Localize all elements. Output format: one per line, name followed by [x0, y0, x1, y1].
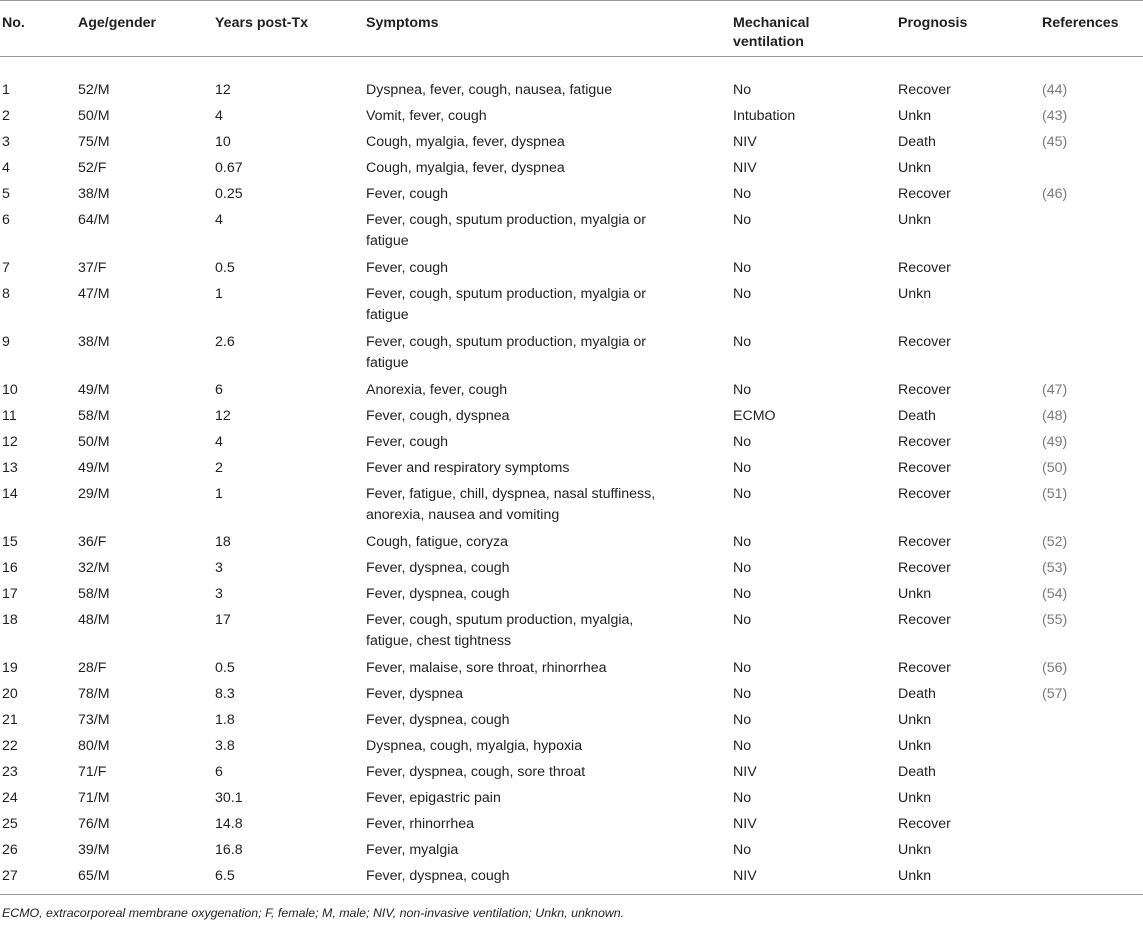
cell-prognosis: Recover	[898, 486, 951, 502]
cell-symptoms	[364, 555, 731, 581]
reference-link[interactable]: (51)	[1042, 486, 1068, 502]
cell-symptoms	[364, 607, 731, 655]
cell-age-gender: 37/F	[78, 260, 107, 276]
cell-mechanical-ventilation: No	[733, 842, 752, 858]
reference-link[interactable]: (44)	[1042, 82, 1068, 98]
table-row	[0, 57, 1143, 104]
table-row	[0, 255, 1143, 281]
symptoms-line1: Fever, myalgia	[366, 842, 459, 858]
symptoms-line1: Fever, cough, sputum production, myalgia,	[366, 612, 634, 628]
cell-years-post-tx: 16.8	[215, 842, 243, 858]
table-row	[0, 207, 1143, 255]
table-row	[0, 681, 1143, 707]
table-row	[0, 555, 1143, 581]
cell-mechanical-ventilation: No	[733, 434, 752, 450]
cell-no: 4	[2, 160, 10, 176]
reference-link[interactable]: (54)	[1042, 586, 1068, 602]
cell-age-gender: 75/M	[78, 134, 110, 150]
cell-mechanical-ventilation: No	[733, 334, 752, 350]
table-footnote: ECMO, extracorporeal membrane oxygenation; F, female; M, male; NIV, non-invasive ventilation; Unkn, unknown.	[2, 906, 625, 920]
cell-references	[1040, 837, 1143, 863]
table-row	[0, 837, 1143, 863]
table-row	[0, 581, 1143, 607]
cell-no: 15	[2, 534, 18, 550]
cell-no: 22	[2, 738, 18, 754]
symptoms-line1: Fever, cough	[366, 260, 449, 276]
cell-years-post-tx: 12	[215, 82, 231, 98]
table-row	[0, 707, 1143, 733]
cell-prognosis: Unkn	[898, 212, 932, 228]
cell-symptoms	[364, 329, 731, 377]
cell-symptoms	[364, 255, 731, 281]
symptoms-line1: Fever, cough	[366, 434, 449, 450]
cell-references	[1040, 155, 1143, 181]
cell-years-post-tx: 1	[215, 486, 223, 502]
reference-link[interactable]: (57)	[1042, 686, 1068, 702]
cell-prognosis: Recover	[898, 612, 951, 628]
table-row	[0, 155, 1143, 181]
cell-references	[1040, 181, 1143, 207]
cell-years-post-tx: 1.8	[215, 712, 235, 728]
symptoms-line2: fatigue	[366, 307, 409, 323]
symptoms-line1: Cough, fatigue, coryza	[366, 534, 508, 550]
cell-prognosis: Death	[898, 686, 936, 702]
cell-references	[1040, 811, 1143, 837]
cell-symptoms	[364, 403, 731, 429]
cell-symptoms	[364, 837, 731, 863]
cell-no: 17	[2, 586, 18, 602]
cell-prognosis: Recover	[898, 82, 951, 98]
cell-no: 16	[2, 560, 18, 576]
cell-prognosis: Recover	[898, 560, 951, 576]
symptoms-line1: Fever, epigastric pain	[366, 790, 501, 806]
header-years-post-tx: Years post-Tx	[213, 1, 364, 57]
cell-age-gender: 80/M	[78, 738, 110, 754]
cell-symptoms	[364, 281, 731, 329]
table-row	[0, 455, 1143, 481]
symptoms-line1: Fever, fatigue, chill, dyspnea, nasal stuffiness,	[366, 486, 656, 502]
cell-symptoms	[364, 581, 731, 607]
cell-no: 3	[2, 134, 10, 150]
symptoms-line1: Vomit, fever, cough	[366, 108, 487, 124]
cell-prognosis: Unkn	[898, 868, 932, 884]
reference-link[interactable]: (46)	[1042, 186, 1068, 202]
table-row	[0, 733, 1143, 759]
table-row	[0, 103, 1143, 129]
cell-references	[1040, 655, 1143, 681]
symptoms-line1: Fever, cough	[366, 186, 449, 202]
symptoms-line1: Fever, malaise, sore throat, rhinorrhea	[366, 660, 607, 676]
cell-mechanical-ventilation: No	[733, 712, 752, 728]
symptoms-line1: Fever and respiratory symptoms	[366, 460, 570, 476]
cell-age-gender: 39/M	[78, 842, 110, 858]
cell-references	[1040, 785, 1143, 811]
symptoms-line1: Fever, dyspnea, cough	[366, 560, 510, 576]
table-row	[0, 281, 1143, 329]
cell-no: 21	[2, 712, 18, 728]
cell-symptoms	[364, 455, 731, 481]
header-prognosis: Prognosis	[896, 1, 1040, 57]
cell-prognosis: Death	[898, 764, 936, 780]
cell-years-post-tx: 0.25	[215, 186, 243, 202]
cell-no: 13	[2, 460, 18, 476]
cell-references	[1040, 129, 1143, 155]
header-references: References	[1040, 1, 1143, 57]
cell-symptoms	[364, 759, 731, 785]
cell-references	[1040, 481, 1143, 529]
cell-symptoms	[364, 733, 731, 759]
cell-no: 14	[2, 486, 18, 502]
cell-mechanical-ventilation: No	[733, 586, 752, 602]
cell-prognosis: Unkn	[898, 712, 932, 728]
cell-prognosis: Recover	[898, 382, 951, 398]
cell-mechanical-ventilation: No	[733, 790, 752, 806]
symptoms-line1: Fever, dyspnea	[366, 686, 464, 702]
table-body	[0, 57, 1143, 895]
reference-link[interactable]: (55)	[1042, 612, 1068, 628]
cell-references	[1040, 207, 1143, 255]
cell-prognosis: Unkn	[898, 108, 932, 124]
table-header	[0, 1, 1143, 57]
cell-years-post-tx: 2.6	[215, 334, 235, 350]
cell-mechanical-ventilation: No	[733, 382, 752, 398]
cell-age-gender: 52/F	[78, 160, 107, 176]
cell-mechanical-ventilation: NIV	[733, 868, 757, 884]
cell-mechanical-ventilation: NIV	[733, 816, 757, 832]
cell-years-post-tx: 18	[215, 534, 231, 550]
cell-years-post-tx: 1	[215, 286, 223, 302]
cell-mechanical-ventilation: No	[733, 186, 752, 202]
cell-age-gender: 52/M	[78, 82, 110, 98]
symptoms-line2: anorexia, nausea and vomiting	[366, 507, 560, 523]
cell-no: 9	[2, 334, 10, 350]
cell-prognosis: Unkn	[898, 790, 932, 806]
cell-references	[1040, 403, 1143, 429]
cell-no: 11	[2, 408, 17, 424]
cell-no: 1	[2, 82, 10, 98]
cell-age-gender: 38/M	[78, 186, 110, 202]
cell-symptoms	[364, 181, 731, 207]
cell-age-gender: 48/M	[78, 612, 110, 628]
table-row	[0, 655, 1143, 681]
cell-prognosis: Unkn	[898, 586, 932, 602]
cell-references	[1040, 57, 1143, 104]
reference-link[interactable]: (49)	[1042, 434, 1068, 450]
cell-no: 20	[2, 686, 18, 702]
cell-prognosis: Unkn	[898, 738, 932, 754]
symptoms-line1: Fever, rhinorrhea	[366, 816, 475, 832]
cell-years-post-tx: 4	[215, 434, 223, 450]
cell-age-gender: 32/M	[78, 560, 110, 576]
cell-symptoms	[364, 207, 731, 255]
symptoms-line1: Fever, cough, dyspnea	[366, 408, 510, 424]
cell-references	[1040, 103, 1143, 129]
table-row	[0, 403, 1143, 429]
cell-years-post-tx: 4	[215, 212, 223, 228]
cell-references	[1040, 377, 1143, 403]
cell-prognosis: Recover	[898, 260, 951, 276]
cell-years-post-tx: 6.5	[215, 868, 235, 884]
symptoms-line1: Fever, dyspnea, cough, sore throat	[366, 764, 586, 780]
reference-link[interactable]: (47)	[1042, 382, 1068, 398]
symptoms-line1: Fever, cough, sputum production, myalgia or	[366, 286, 646, 302]
cell-mechanical-ventilation: No	[733, 212, 752, 228]
cell-age-gender: 36/F	[78, 534, 107, 550]
cell-no: 5	[2, 186, 10, 202]
cell-years-post-tx: 10	[215, 134, 231, 150]
header-mech-line2: ventilation	[733, 34, 804, 50]
cell-prognosis: Unkn	[898, 286, 932, 302]
cell-no: 8	[2, 286, 10, 302]
reference-link[interactable]: (56)	[1042, 660, 1068, 676]
table-row	[0, 863, 1143, 895]
cell-symptoms	[364, 57, 731, 104]
table-row	[0, 377, 1143, 403]
cell-symptoms	[364, 655, 731, 681]
cell-symptoms	[364, 811, 731, 837]
cell-prognosis: Recover	[898, 334, 951, 350]
cell-years-post-tx: 12	[215, 408, 231, 424]
reference-link[interactable]: (52)	[1042, 534, 1068, 550]
cell-prognosis: Unkn	[898, 160, 932, 176]
symptoms-line1: Fever, cough, sputum production, myalgia or	[366, 334, 646, 350]
cell-no: 25	[2, 816, 18, 832]
symptoms-line1: Fever, dyspnea, cough	[366, 868, 510, 884]
header-no: No.	[0, 1, 76, 57]
table-row	[0, 329, 1143, 377]
cell-age-gender: 73/M	[78, 712, 110, 728]
cell-mechanical-ventilation: No	[733, 260, 752, 276]
cell-symptoms	[364, 481, 731, 529]
cell-age-gender: 49/M	[78, 460, 110, 476]
reference-link[interactable]: (48)	[1042, 408, 1068, 424]
cell-prognosis: Death	[898, 134, 936, 150]
cell-prognosis: Recover	[898, 816, 951, 832]
reference-link[interactable]: (43)	[1042, 108, 1068, 124]
cell-no: 27	[2, 868, 18, 884]
cell-references	[1040, 681, 1143, 707]
cell-mechanical-ventilation: NIV	[733, 764, 757, 780]
cell-age-gender: 49/M	[78, 382, 110, 398]
cell-references	[1040, 281, 1143, 329]
cell-references	[1040, 733, 1143, 759]
cell-age-gender: 47/M	[78, 286, 110, 302]
header-mechanical-ventilation	[731, 1, 896, 57]
cell-age-gender: 29/M	[78, 486, 110, 502]
cell-mechanical-ventilation: NIV	[733, 160, 757, 176]
cell-references	[1040, 429, 1143, 455]
cell-no: 24	[2, 790, 18, 806]
symptoms-line1: Dyspnea, fever, cough, nausea, fatigue	[366, 82, 613, 98]
header-symptoms: Symptoms	[364, 1, 731, 57]
cell-years-post-tx: 0.5	[215, 260, 235, 276]
cell-mechanical-ventilation: No	[733, 738, 752, 754]
cell-years-post-tx: 0.5	[215, 660, 235, 676]
cell-prognosis: Unkn	[898, 842, 932, 858]
cell-references	[1040, 329, 1143, 377]
cell-mechanical-ventilation: No	[733, 686, 752, 702]
cell-references	[1040, 455, 1143, 481]
cell-symptoms	[364, 429, 731, 455]
cell-prognosis: Death	[898, 408, 936, 424]
cell-symptoms	[364, 707, 731, 733]
symptoms-line1: Anorexia, fever, cough	[366, 382, 508, 398]
cell-prognosis: Recover	[898, 660, 951, 676]
cell-years-post-tx: 0.67	[215, 160, 243, 176]
cell-no: 18	[2, 612, 18, 628]
cell-symptoms	[364, 377, 731, 403]
table-row	[0, 481, 1143, 529]
table-row	[0, 129, 1143, 155]
table-row	[0, 181, 1143, 207]
cell-no: 6	[2, 212, 10, 228]
cell-age-gender: 71/M	[78, 790, 110, 806]
symptoms-line1: Fever, dyspnea, cough	[366, 586, 510, 602]
symptoms-line1: Fever, cough, sputum production, myalgia or	[366, 212, 646, 228]
cell-references	[1040, 255, 1143, 281]
cell-symptoms	[364, 681, 731, 707]
cell-symptoms	[364, 863, 731, 895]
table-row	[0, 607, 1143, 655]
cell-no: 23	[2, 764, 18, 780]
cell-mechanical-ventilation: No	[733, 612, 752, 628]
cell-age-gender: 78/M	[78, 686, 110, 702]
cell-years-post-tx: 3.8	[215, 738, 235, 754]
cell-mechanical-ventilation: Intubation	[733, 108, 796, 124]
cell-symptoms	[364, 529, 731, 555]
cell-references	[1040, 759, 1143, 785]
cell-mechanical-ventilation: No	[733, 286, 752, 302]
cell-years-post-tx: 17	[215, 612, 231, 628]
cell-years-post-tx: 14.8	[215, 816, 243, 832]
cell-no: 12	[2, 434, 18, 450]
cell-mechanical-ventilation: No	[733, 82, 752, 98]
reference-link[interactable]: (53)	[1042, 560, 1068, 576]
cell-mechanical-ventilation: No	[733, 660, 752, 676]
cell-symptoms	[364, 103, 731, 129]
cell-prognosis: Recover	[898, 434, 951, 450]
cell-mechanical-ventilation: No	[733, 534, 752, 550]
cell-no: 19	[2, 660, 18, 676]
cell-symptoms	[364, 155, 731, 181]
header-mech-line1: Mechanical	[733, 15, 810, 31]
header-age-gender: Age/gender	[76, 1, 213, 57]
symptoms-line1: Cough, myalgia, fever, dyspnea	[366, 134, 565, 150]
cell-mechanical-ventilation: No	[733, 560, 752, 576]
cell-years-post-tx: 8.3	[215, 686, 235, 702]
cell-symptoms	[364, 129, 731, 155]
cell-prognosis: Recover	[898, 186, 951, 202]
table-row	[0, 429, 1143, 455]
symptoms-line1: Cough, myalgia, fever, dyspnea	[366, 160, 565, 176]
cell-age-gender: 58/M	[78, 408, 110, 424]
symptoms-line1: Dyspnea, cough, myalgia, hypoxia	[366, 738, 583, 754]
table-row	[0, 811, 1143, 837]
cell-years-post-tx: 2	[215, 460, 223, 476]
cell-references	[1040, 607, 1143, 655]
cell-age-gender: 71/F	[78, 764, 107, 780]
cell-references	[1040, 581, 1143, 607]
cell-prognosis: Recover	[898, 534, 951, 550]
cell-age-gender: 38/M	[78, 334, 110, 350]
cell-references	[1040, 555, 1143, 581]
header-row	[0, 1, 1143, 57]
cell-years-post-tx: 6	[215, 764, 223, 780]
symptoms-line2: fatigue, chest tightness	[366, 633, 512, 649]
cell-years-post-tx: 6	[215, 382, 223, 398]
cell-years-post-tx: 3	[215, 586, 223, 602]
cell-years-post-tx: 30.1	[215, 790, 243, 806]
cell-prognosis: Recover	[898, 460, 951, 476]
cell-no: 10	[2, 382, 18, 398]
cell-years-post-tx: 4	[215, 108, 223, 124]
symptoms-line1: Fever, dyspnea, cough	[366, 712, 510, 728]
table-row	[0, 759, 1143, 785]
table-row	[0, 529, 1143, 555]
table-row	[0, 785, 1143, 811]
cell-mechanical-ventilation: ECMO	[733, 408, 776, 424]
symptoms-line2: fatigue	[366, 355, 409, 371]
cell-age-gender: 58/M	[78, 586, 110, 602]
cell-age-gender: 76/M	[78, 816, 110, 832]
reference-link[interactable]: (45)	[1042, 134, 1068, 150]
cell-no: 2	[2, 108, 10, 124]
cell-references	[1040, 529, 1143, 555]
cell-age-gender: 28/F	[78, 660, 107, 676]
cell-mechanical-ventilation: No	[733, 460, 752, 476]
symptoms-line2: fatigue	[366, 233, 409, 249]
cell-references	[1040, 863, 1143, 895]
cell-age-gender: 64/M	[78, 212, 110, 228]
cell-years-post-tx: 3	[215, 560, 223, 576]
cell-no: 7	[2, 260, 10, 276]
reference-link[interactable]: (50)	[1042, 460, 1068, 476]
cell-no: 26	[2, 842, 18, 858]
cell-age-gender: 65/M	[78, 868, 110, 884]
cell-references	[1040, 707, 1143, 733]
cell-mechanical-ventilation: No	[733, 486, 752, 502]
cell-age-gender: 50/M	[78, 434, 110, 450]
cell-symptoms	[364, 785, 731, 811]
cell-age-gender: 50/M	[78, 108, 110, 124]
cell-mechanical-ventilation: NIV	[733, 134, 757, 150]
